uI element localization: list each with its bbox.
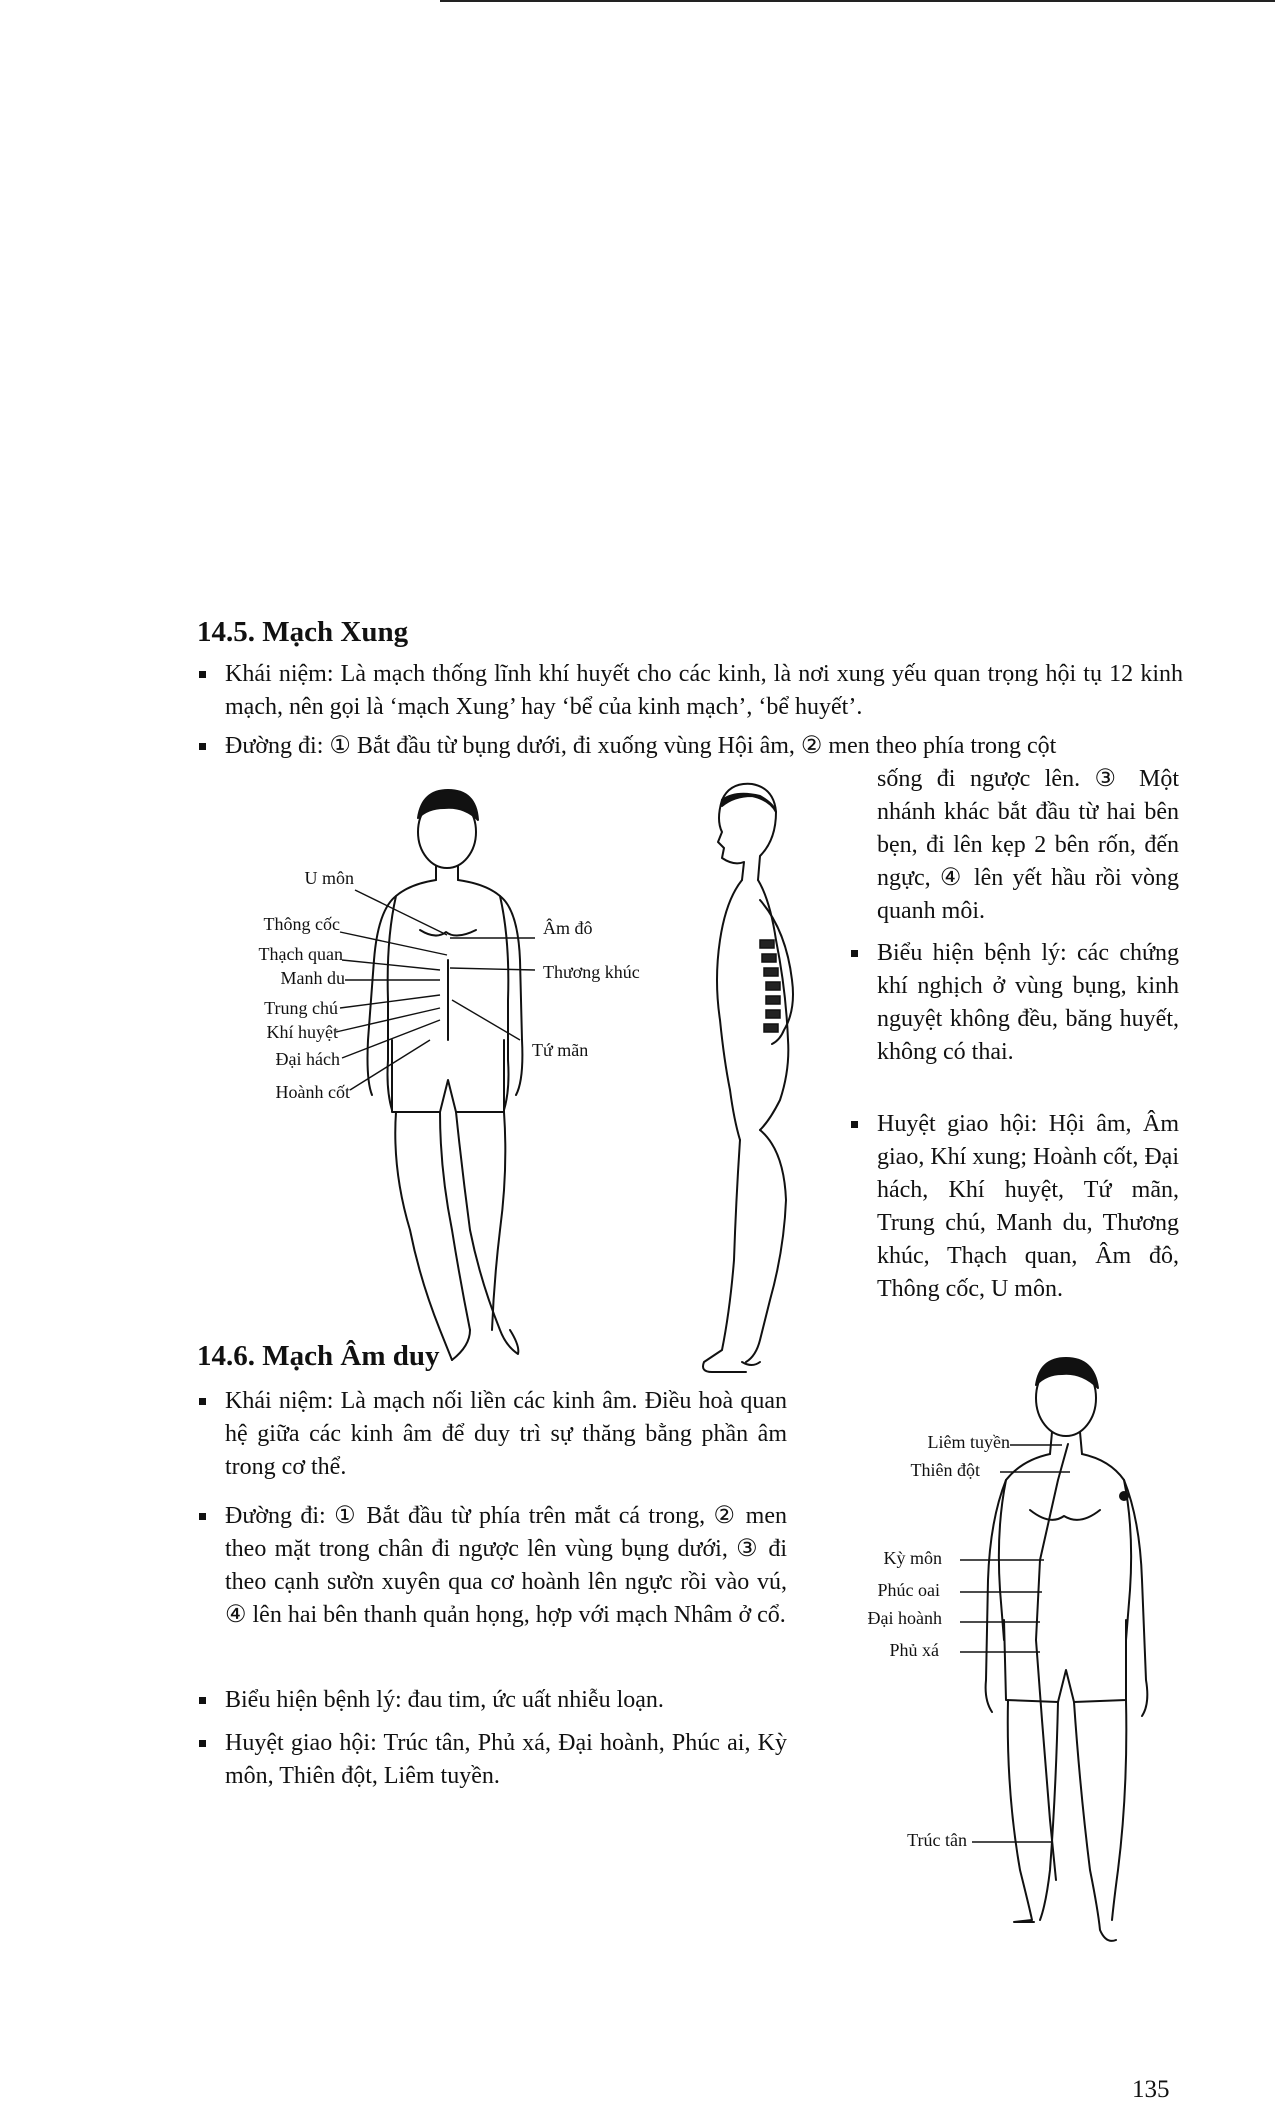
- label-dai-hach: Đại hách: [275, 1049, 340, 1069]
- label-thach-quan: Thạch quan: [258, 944, 343, 964]
- section-title-mach-xung: 14.5. Mạch Xung: [197, 616, 409, 648]
- xung-path-rest: sống đi ngược lên. ③ Một nhánh khác bắt đầu từ hai bên bẹn, đi lên kẹp 2 bên rốn, đến ngực, ④ lên yết hầu rồi vòng quanh môi.: [877, 766, 1179, 924]
- label-hoanh-cot: Hoành cốt: [275, 1082, 350, 1102]
- xung-pathology: Biểu hiện bệnh lý: các chứng khí nghịch ở vùng bụng, kinh nguyệt không đều, băng huyết, không có thai.: [877, 937, 1179, 1069]
- label-am-do: Âm đô: [543, 918, 593, 938]
- label-khi-huyet: Khí huyệt: [266, 1022, 338, 1042]
- label-thien-dot: Thiên đột: [910, 1460, 980, 1480]
- section-title-mach-am-duy: 14.6. Mạch Âm duy: [197, 1340, 440, 1372]
- label-phu-xa: Phủ xá: [889, 1640, 939, 1660]
- am-duy-meeting-points: Huyệt giao hội: Trúc tân, Phủ xá, Đại hoành, Phúc ai, Kỳ môn, Thiên đột, Liêm tuyền.: [225, 1727, 787, 1793]
- page-number: 135: [1132, 2076, 1170, 2103]
- label-truc-tan: Trúc tân: [907, 1830, 967, 1850]
- label-thong-coc: Thông cốc: [263, 914, 340, 934]
- xung-meeting-points: Huyệt giao hội: Hội âm, Âm giao, Khí xung; Hoành cốt, Đại hách, Khí huyệt, Tứ mãn, Trung chú, Manh du, Thương khúc, Thạch quan, Âm đô, Thông cốc, U môn.: [877, 1108, 1179, 1306]
- label-ky-mon: Kỳ môn: [883, 1548, 942, 1568]
- label-u-mon: U môn: [304, 868, 354, 888]
- label-trung-chu: Trung chú: [264, 998, 338, 1018]
- label-manh-du: Manh du: [280, 968, 345, 988]
- label-thuong-khuc: Thương khúc: [543, 962, 640, 982]
- xung-path-first: Đường đi: ① Bắt đầu từ bụng dưới, đi xuống vùng Hội âm, ② men theo phía trong cột: [225, 730, 1185, 763]
- label-dai-hoanh: Đại hoành: [867, 1608, 942, 1628]
- label-phuc-oai: Phúc oai: [877, 1580, 940, 1600]
- xung-concept: Khái niệm: Là mạch thống lĩnh khí huyết cho các kinh, là nơi xung yếu quan trọng hội tụ 12 kinh mạch, nên gọi là ‘mạch Xung’ hay ‘bể của kinh mạch’, ‘bể huyết’.: [225, 658, 1183, 724]
- am-duy-path: Đường đi: ① Bắt đầu từ phía trên mắt cá trong, ② men theo mặt trong chân đi ngược lên vùng bụng dưới, ③ đi theo cạnh sườn xuyên qua cơ hoành lên ngực rồi vào vú, ④ lên hai bên thanh quản họng, hợp với mạch Nhâm ở cổ.: [225, 1500, 787, 1632]
- am-duy-concept: Khái niệm: Là mạch nối liền các kinh âm. Điều hoà quan hệ giữa các kinh âm để duy trì sự thăng bằng phần âm trong cơ thể.: [225, 1385, 787, 1484]
- am-duy-pathology: Biểu hiện bệnh lý: đau tim, ức uất nhiễu loạn.: [225, 1684, 787, 1717]
- label-liem-tuyen: Liêm tuyền: [927, 1432, 1010, 1452]
- label-tu-man: Tứ mãn: [532, 1040, 589, 1060]
